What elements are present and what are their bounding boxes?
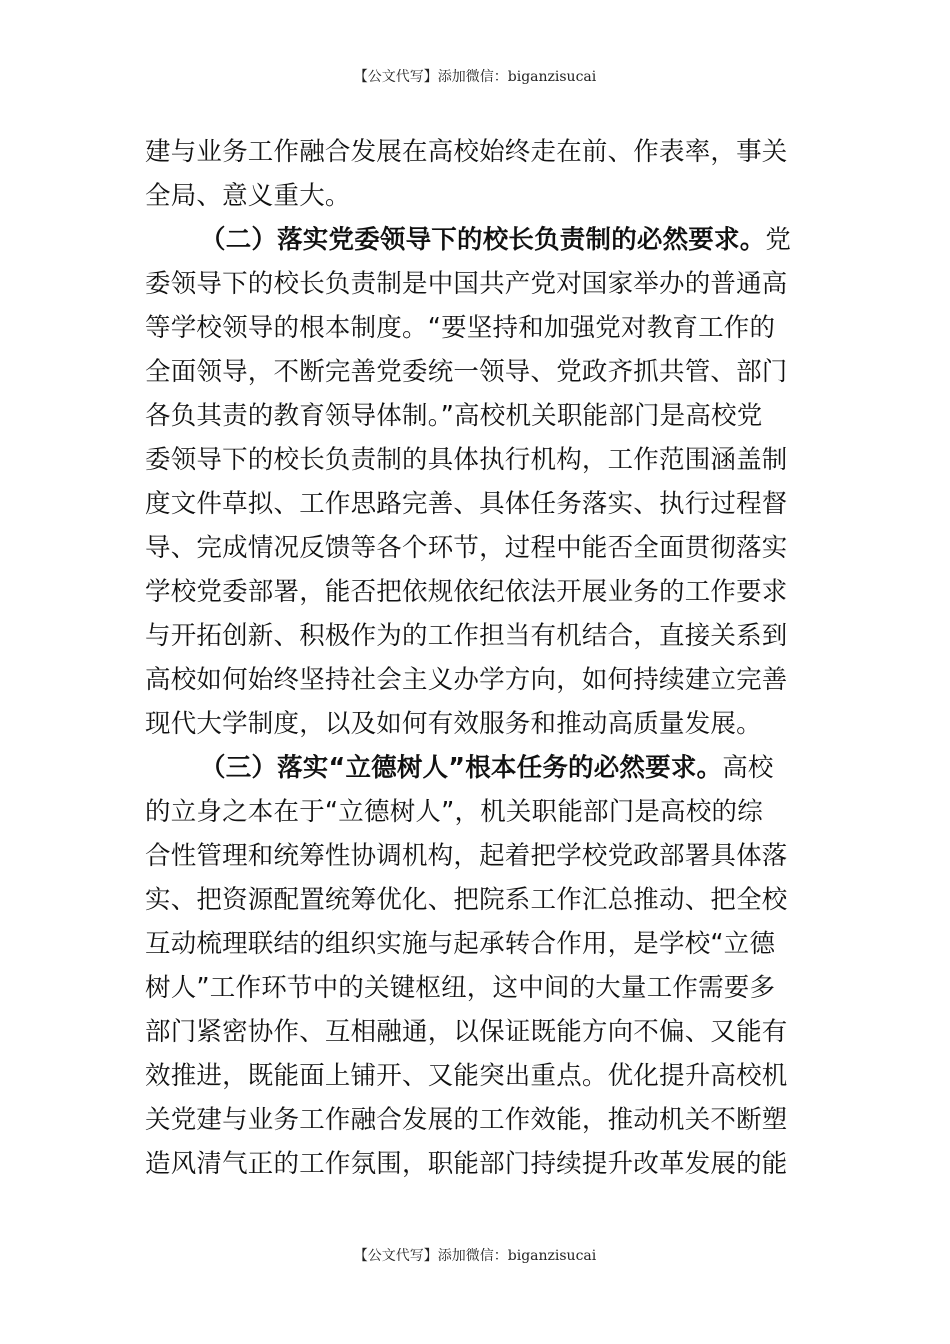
text-line: 互动梳理联结的组织实施与起承转合作用，是学校“立德	[145, 929, 776, 959]
text-line: 委领导下的校长负责制的具体执行机构，工作范围涵盖制	[145, 445, 788, 475]
section-heading-2: （二）落实党委领导下的校长负责制的必然要求。	[200, 225, 766, 255]
text-line: 等学校领导的根本制度。“要坚持和加强党对教育工作的	[145, 313, 776, 343]
text-line: 建与业务工作融合发展在高校始终走在前、作表率，事关	[145, 137, 788, 167]
text-line: 学校党委部署，能否把依规依纪依法开展业务的工作要求	[145, 577, 788, 607]
page-header-watermark: 【公文代写】添加微信：biganzisucai	[353, 69, 597, 85]
section-heading-line: （三）落实“立德树人”根本任务的必然要求。高校	[200, 753, 774, 783]
section-heading-line: （二）落实党委领导下的校长负责制的必然要求。党	[200, 225, 792, 255]
text-line: 的立身之本在于“立德树人”，机关职能部门是高校的综	[145, 797, 763, 827]
text-line: 关党建与业务工作融合发展的工作效能，推动机关不断塑	[145, 1105, 788, 1135]
section-heading-3: （三）落实“立德树人”根本任务的必然要求。	[200, 753, 723, 783]
text-line: 树人”工作环节中的关键枢纽，这中间的大量工作需要多	[145, 973, 776, 1003]
text-line: 合性管理和统筹性协调机构，起着把学校党政部署具体落	[145, 841, 788, 871]
text-line: 全局、意义重大。	[145, 181, 351, 211]
text-line: 各负其责的教育领导体制。”高校机关职能部门是高校党	[145, 401, 763, 431]
text-line: 委领导下的校长负责制是中国共产党对国家举办的普通高	[145, 269, 788, 299]
text-line: 现代大学制度，以及如何有效服务和推动高质量发展。	[145, 709, 762, 739]
text-line: 度文件草拟、工作思路完善、具体任务落实、执行过程督	[145, 489, 788, 519]
text-line: 导、完成情况反馈等各个环节，过程中能否全面贯彻落实	[145, 533, 788, 563]
text-line: 部门紧密协作、互相融通，以保证既能方向不偏、又能有	[145, 1017, 788, 1047]
text-line: 与开拓创新、积极作为的工作担当有机结合，直接关系到	[145, 621, 788, 651]
page-footer-watermark: 【公文代写】添加微信：biganzisucai	[353, 1248, 597, 1264]
text-line: 全面领导，不断完善党委统一领导、党政齐抓共管、部门	[145, 357, 788, 387]
text-line: 造风清气正的工作氛围，职能部门持续提升改革发展的能	[145, 1149, 788, 1179]
text-line: 效推进，既能面上铺开、又能突出重点。优化提升高校机	[145, 1061, 788, 1091]
text-line: 高校如何始终坚持社会主义办学方向，如何持续建立完善	[145, 665, 788, 695]
text-line: 实、把资源配置统筹优化、把院系工作汇总推动、把全校	[145, 885, 788, 915]
